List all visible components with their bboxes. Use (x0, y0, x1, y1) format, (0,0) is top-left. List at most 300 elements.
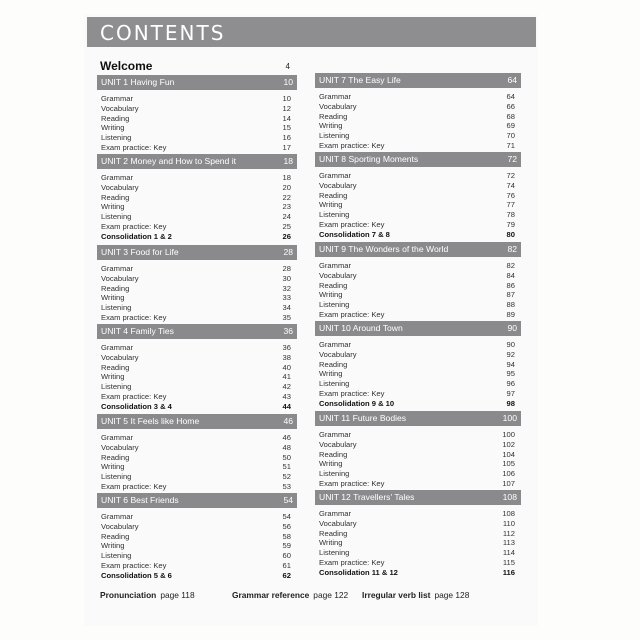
entry-page: 50 (282, 452, 291, 462)
unit-rows (97, 429, 297, 492)
unit-title: UNIT 4 Family Ties (101, 326, 174, 336)
entry-label: Reading (101, 113, 130, 123)
entry-page: 79 (506, 219, 515, 229)
entry-label: Grammar (319, 509, 352, 518)
entry-page: 114 (502, 548, 515, 558)
entry-label: Listening (319, 131, 350, 141)
unit-page: 10 (283, 77, 293, 87)
entry-page: 80 (506, 229, 515, 239)
unit-title: UNIT 5 It Feels like Home (101, 416, 200, 426)
unit-page: 82 (507, 244, 517, 254)
entry-label: Exam practice: Key (319, 140, 385, 150)
toc-entry[interactable] (97, 522, 297, 532)
toc-entry[interactable] (315, 440, 521, 450)
toc-entry[interactable] (315, 112, 521, 122)
footer-label: Pronunciation (100, 590, 157, 600)
toc-entry[interactable] (315, 290, 521, 300)
toc-entry[interactable] (315, 171, 521, 181)
entry-label: Reading (319, 449, 348, 459)
unit-header[interactable] (97, 75, 297, 90)
entry-page: 25 (282, 221, 291, 231)
entry-page: 89 (506, 309, 515, 319)
toc-entry[interactable] (97, 104, 297, 114)
toc-entry[interactable] (315, 369, 521, 379)
entry-page: 33 (282, 293, 291, 303)
toc-entry[interactable] (97, 143, 297, 153)
entry-page: 56 (282, 521, 291, 531)
toc-entry[interactable] (315, 200, 521, 210)
footer-page: page 122 (313, 590, 349, 600)
toc-entry[interactable] (315, 558, 521, 568)
entry-label: Reading (319, 359, 348, 369)
unit-rows (315, 257, 521, 320)
unit-block (97, 154, 297, 242)
unit-block (315, 411, 521, 489)
entry-label: Writing (319, 459, 343, 469)
entry-page: 15 (282, 123, 291, 133)
welcome-entry[interactable] (100, 59, 290, 73)
entry-label: Grammar (101, 433, 134, 442)
toc-entry[interactable] (97, 123, 297, 133)
entry-label: Listening (101, 382, 132, 392)
toc-entry[interactable] (315, 210, 521, 220)
entry-page: 60 (282, 551, 291, 561)
entry-page: 53 (282, 481, 291, 491)
entry-page: 26 (282, 231, 291, 241)
unit-page: 28 (283, 247, 293, 257)
entry-label: Vocabulary (101, 352, 139, 362)
toc-entry[interactable] (97, 462, 297, 472)
entry-label: Exam practice: Key (101, 481, 167, 491)
entry-label: Consolidation 5 & 6 (101, 570, 172, 580)
unit-page: 90 (507, 323, 517, 333)
toc-entry[interactable] (97, 541, 297, 551)
unit-page: 54 (283, 495, 293, 505)
entry-page: 38 (282, 352, 291, 362)
entry-page: 94 (506, 359, 515, 369)
entry-page: 30 (282, 273, 291, 283)
toc-entry[interactable] (97, 561, 297, 571)
unit-rows (315, 88, 521, 151)
unit-title: UNIT 2 Money and How to Spend it (101, 156, 237, 166)
toc-entry[interactable] (315, 459, 521, 469)
entry-label: Vocabulary (319, 518, 357, 528)
footer-label: Grammar reference (232, 590, 310, 600)
page-title: CONTENTS (100, 21, 226, 45)
entry-label: Writing (319, 200, 343, 210)
entry-label: Consolidation 3 & 4 (101, 401, 172, 411)
entry-page: 46 (282, 433, 291, 442)
entry-label: Exam practice: Key (319, 478, 385, 488)
consolidation-entry[interactable] (97, 232, 297, 242)
entry-label: Writing (101, 372, 125, 382)
toc-entry[interactable] (315, 92, 521, 102)
entry-page: 64 (506, 92, 515, 101)
entry-label: Reading (319, 280, 348, 290)
toc-entry[interactable] (315, 340, 521, 350)
toc-entry[interactable] (97, 303, 297, 313)
entry-page: 113 (502, 538, 515, 548)
unit-page: 100 (502, 413, 517, 423)
entry-label: Grammar (319, 430, 352, 439)
toc-entry[interactable] (315, 450, 521, 460)
entry-label: Grammar (101, 264, 134, 273)
unit-header[interactable] (315, 73, 521, 88)
toc-entry[interactable] (315, 519, 521, 529)
entry-label: Writing (101, 123, 125, 133)
entry-label: Writing (101, 462, 125, 472)
unit-header[interactable] (97, 414, 297, 429)
unit-page: 18 (283, 156, 293, 166)
unit-header[interactable] (97, 324, 297, 339)
unit-block (97, 324, 297, 412)
unit-title: UNIT 1 Having Fun (101, 77, 175, 87)
entry-label: Reading (319, 528, 348, 538)
entry-page: 88 (506, 300, 515, 310)
entry-label: Listening (101, 472, 132, 482)
entry-page: 42 (282, 382, 291, 392)
toc-entry[interactable] (97, 274, 297, 284)
toc-entry[interactable] (97, 551, 297, 561)
toc-entry[interactable] (315, 181, 521, 191)
toc-entry[interactable] (315, 430, 521, 440)
entry-label: Vocabulary (101, 103, 139, 113)
toc-entry[interactable] (97, 222, 297, 232)
entry-page: 48 (282, 442, 291, 452)
entry-page: 52 (282, 472, 291, 482)
toc-entry[interactable] (97, 343, 297, 353)
toc-entry[interactable] (315, 389, 521, 399)
entry-page: 77 (506, 200, 515, 210)
unit-rows (97, 508, 297, 581)
entry-label: Reading (101, 283, 130, 293)
unit-block (315, 242, 521, 320)
unit-rows (97, 260, 297, 323)
entry-label: Listening (319, 379, 350, 389)
unit-block (97, 75, 297, 153)
unit-title: UNIT 3 Food for Life (101, 247, 179, 257)
unit-page: 36 (283, 326, 293, 336)
entry-label: Listening (319, 300, 350, 310)
entry-page: 90 (506, 340, 515, 349)
toc-entry[interactable] (97, 173, 297, 183)
entry-page: 84 (506, 270, 515, 280)
entry-page: 54 (282, 512, 291, 521)
unit-rows (315, 167, 521, 240)
welcome-label: Welcome (100, 59, 153, 73)
toc-entry[interactable] (97, 284, 297, 294)
toc-entry[interactable] (97, 133, 297, 143)
unit-block (315, 152, 521, 240)
toc-entry[interactable] (97, 363, 297, 373)
toc-entry[interactable] (315, 548, 521, 558)
unit-page: 72 (507, 154, 517, 164)
toc-entry[interactable] (97, 372, 297, 382)
entry-page: 34 (282, 303, 291, 313)
toc-entry[interactable] (97, 382, 297, 392)
entry-page: 28 (282, 264, 291, 273)
toc-entry[interactable] (315, 261, 521, 271)
toc-entry[interactable] (97, 313, 297, 323)
entry-label: Writing (101, 541, 125, 551)
entry-page: 61 (282, 560, 291, 570)
entry-page: 18 (282, 173, 291, 182)
entry-page: 17 (282, 142, 291, 152)
unit-header[interactable] (97, 154, 297, 169)
entry-page: 95 (506, 369, 515, 379)
entry-label: Reading (319, 190, 348, 200)
toc-entry[interactable] (97, 202, 297, 212)
entry-label: Consolidation 7 & 8 (319, 229, 390, 239)
entry-page: 74 (506, 180, 515, 190)
unit-block (97, 414, 297, 492)
unit-block (97, 245, 297, 323)
unit-block (315, 490, 521, 578)
unit-rows (97, 90, 297, 153)
entry-label: Grammar (319, 340, 352, 349)
entry-label: Vocabulary (101, 442, 139, 452)
toc-entry[interactable] (97, 94, 297, 104)
entry-label: Consolidation 1 & 2 (101, 231, 172, 241)
entry-label: Writing (319, 121, 343, 131)
entry-label: Grammar (101, 343, 134, 352)
toc-entry[interactable] (315, 281, 521, 291)
toc-entry[interactable] (315, 121, 521, 131)
entry-label: Exam practice: Key (101, 312, 167, 322)
entry-label: Listening (101, 551, 132, 561)
entry-page: 97 (506, 388, 515, 398)
entry-label: Exam practice: Key (101, 221, 167, 231)
entry-label: Writing (101, 202, 125, 212)
entry-page: 23 (282, 202, 291, 212)
entry-page: 69 (506, 121, 515, 131)
unit-rows (315, 505, 521, 578)
toc-entry[interactable] (97, 264, 297, 274)
toc-entry[interactable] (97, 392, 297, 402)
entry-page: 105 (502, 459, 515, 469)
entry-page: 10 (282, 94, 291, 103)
toc-entry[interactable] (97, 353, 297, 363)
toc-entry[interactable] (315, 360, 521, 370)
entry-page: 100 (502, 430, 515, 439)
entry-label: Vocabulary (101, 521, 139, 531)
entry-page: 116 (502, 567, 515, 577)
entry-page: 96 (506, 379, 515, 389)
entry-page: 71 (506, 140, 515, 150)
unit-block (315, 73, 521, 151)
toc-entry[interactable] (315, 131, 521, 141)
welcome-page: 4 (285, 62, 290, 71)
toc-entry[interactable] (315, 271, 521, 281)
entry-label: Reading (101, 452, 130, 462)
toc-entry[interactable] (315, 538, 521, 548)
unit-header[interactable] (315, 490, 521, 505)
unit-page: 64 (507, 75, 517, 85)
unit-header[interactable] (97, 493, 297, 508)
entry-page: 108 (502, 509, 515, 518)
entry-page: 14 (282, 113, 291, 123)
toc-entry[interactable] (315, 102, 521, 112)
entry-page: 102 (502, 439, 515, 449)
unit-rows (97, 339, 297, 412)
toc-entry[interactable] (97, 293, 297, 303)
entry-page: 104 (502, 449, 515, 459)
entry-page: 110 (502, 518, 515, 528)
consolidation-entry[interactable] (97, 402, 297, 412)
entry-page: 115 (502, 557, 515, 567)
entry-label: Writing (319, 290, 343, 300)
toc-entry[interactable] (97, 532, 297, 542)
entry-page: 20 (282, 182, 291, 192)
entry-page: 35 (282, 312, 291, 322)
unit-title: UNIT 7 The Easy Life (319, 75, 401, 85)
unit-rows (315, 336, 521, 409)
footer-item-irregular-verb-list[interactable] (362, 590, 469, 600)
entry-label: Listening (101, 212, 132, 222)
toc-entry[interactable] (315, 300, 521, 310)
entry-page: 24 (282, 212, 291, 222)
unit-header[interactable] (315, 411, 521, 426)
toc-entry[interactable] (97, 453, 297, 463)
entry-page: 58 (282, 531, 291, 541)
entry-page: 98 (506, 398, 515, 408)
footer-page: page 118 (160, 590, 195, 600)
toc-entry[interactable] (97, 212, 297, 222)
entry-label: Reading (101, 531, 130, 541)
toc-entry[interactable] (315, 141, 521, 151)
entry-page: 66 (506, 101, 515, 111)
footer-label: Irregular verb list (362, 590, 431, 600)
entry-page: 44 (282, 401, 291, 411)
toc-entry[interactable] (315, 479, 521, 489)
entry-label: Vocabulary (319, 439, 357, 449)
entry-page: 16 (282, 133, 291, 143)
footer-references (100, 590, 540, 604)
toc-entry[interactable] (315, 509, 521, 519)
entry-page: 82 (506, 261, 515, 270)
entry-label: Writing (319, 369, 343, 379)
entry-label: Grammar (101, 173, 134, 182)
entry-page: 22 (282, 192, 291, 202)
entry-label: Reading (101, 362, 130, 372)
toc-entry[interactable] (97, 114, 297, 124)
toc-entry[interactable] (315, 529, 521, 539)
toc-entry[interactable] (97, 472, 297, 482)
entry-page: 106 (502, 469, 515, 479)
toc-entry[interactable] (315, 310, 521, 320)
entry-label: Vocabulary (101, 273, 139, 283)
entry-page: 112 (502, 528, 515, 538)
entry-label: Grammar (101, 94, 134, 103)
entry-label: Vocabulary (319, 180, 357, 190)
unit-title: UNIT 8 Sporting Moments (319, 154, 419, 164)
consolidation-entry[interactable] (97, 571, 297, 581)
unit-page: 108 (502, 492, 517, 502)
entry-label: Vocabulary (319, 101, 357, 111)
consolidation-entry[interactable] (315, 230, 521, 240)
unit-header[interactable] (315, 152, 521, 167)
unit-title: UNIT 12 Travellers' Tales (319, 492, 415, 502)
entry-label: Listening (319, 548, 350, 558)
unit-header[interactable] (315, 321, 521, 336)
entry-label: Exam practice: Key (101, 391, 167, 401)
entry-label: Exam practice: Key (319, 557, 385, 567)
entry-page: 40 (282, 362, 291, 372)
entry-label: Grammar (319, 261, 352, 270)
toc-entry[interactable] (315, 220, 521, 230)
entry-page: 12 (282, 103, 291, 113)
unit-title: UNIT 9 The Wonders of the World (319, 244, 449, 254)
entry-label: Grammar (319, 92, 352, 101)
entry-page: 78 (506, 210, 515, 220)
toc-entry[interactable] (97, 433, 297, 443)
entry-label: Reading (319, 111, 348, 121)
entry-page: 62 (282, 570, 291, 580)
toc-entry[interactable] (97, 482, 297, 492)
entry-page: 107 (502, 478, 515, 488)
unit-title: UNIT 10 Around Town (319, 323, 403, 333)
toc-entry[interactable] (315, 191, 521, 201)
unit-page: 46 (283, 416, 293, 426)
unit-header[interactable] (315, 242, 521, 257)
entry-label: Exam practice: Key (319, 309, 385, 319)
contents-header (87, 17, 536, 47)
toc-entry[interactable] (97, 512, 297, 522)
toc-entry[interactable] (315, 379, 521, 389)
unit-rows (315, 426, 521, 489)
toc-entry[interactable] (97, 183, 297, 193)
entry-label: Listening (319, 469, 350, 479)
footer-item-grammar-reference[interactable] (232, 590, 348, 600)
entry-label: Listening (101, 133, 132, 143)
entry-label: Reading (101, 192, 130, 202)
entry-page: 87 (506, 290, 515, 300)
entry-page: 41 (282, 372, 291, 382)
entry-label: Writing (319, 538, 343, 548)
entry-page: 92 (506, 349, 515, 359)
unit-header[interactable] (97, 245, 297, 260)
entry-page: 32 (282, 283, 291, 293)
entry-label: Grammar (101, 512, 134, 521)
toc-entry[interactable] (97, 443, 297, 453)
footer-page: page 128 (434, 590, 470, 600)
footer-item-pronunciation[interactable] (100, 590, 195, 600)
entry-page: 68 (506, 111, 515, 121)
unit-title: UNIT 6 Best Friends (101, 495, 179, 505)
entry-label: Consolidation 9 & 10 (319, 398, 395, 408)
entry-label: Vocabulary (319, 270, 357, 280)
toc-entry[interactable] (97, 193, 297, 203)
entry-page: 76 (506, 190, 515, 200)
unit-block (315, 321, 521, 409)
consolidation-entry[interactable] (315, 568, 521, 578)
entry-page: 59 (282, 541, 291, 551)
entry-page: 43 (282, 391, 291, 401)
entry-page: 36 (282, 343, 291, 352)
entry-page: 51 (282, 462, 291, 472)
entry-label: Writing (101, 293, 125, 303)
entry-label: Exam practice: Key (101, 560, 167, 570)
entry-label: Exam practice: Key (101, 142, 167, 152)
entry-label: Exam practice: Key (319, 219, 385, 229)
entry-label: Listening (101, 303, 132, 313)
toc-entry[interactable] (315, 469, 521, 479)
entry-label: Vocabulary (319, 349, 357, 359)
entry-page: 72 (506, 171, 515, 180)
toc-entry[interactable] (315, 350, 521, 360)
consolidation-entry[interactable] (315, 399, 521, 409)
unit-title: UNIT 11 Future Bodies (319, 413, 407, 423)
